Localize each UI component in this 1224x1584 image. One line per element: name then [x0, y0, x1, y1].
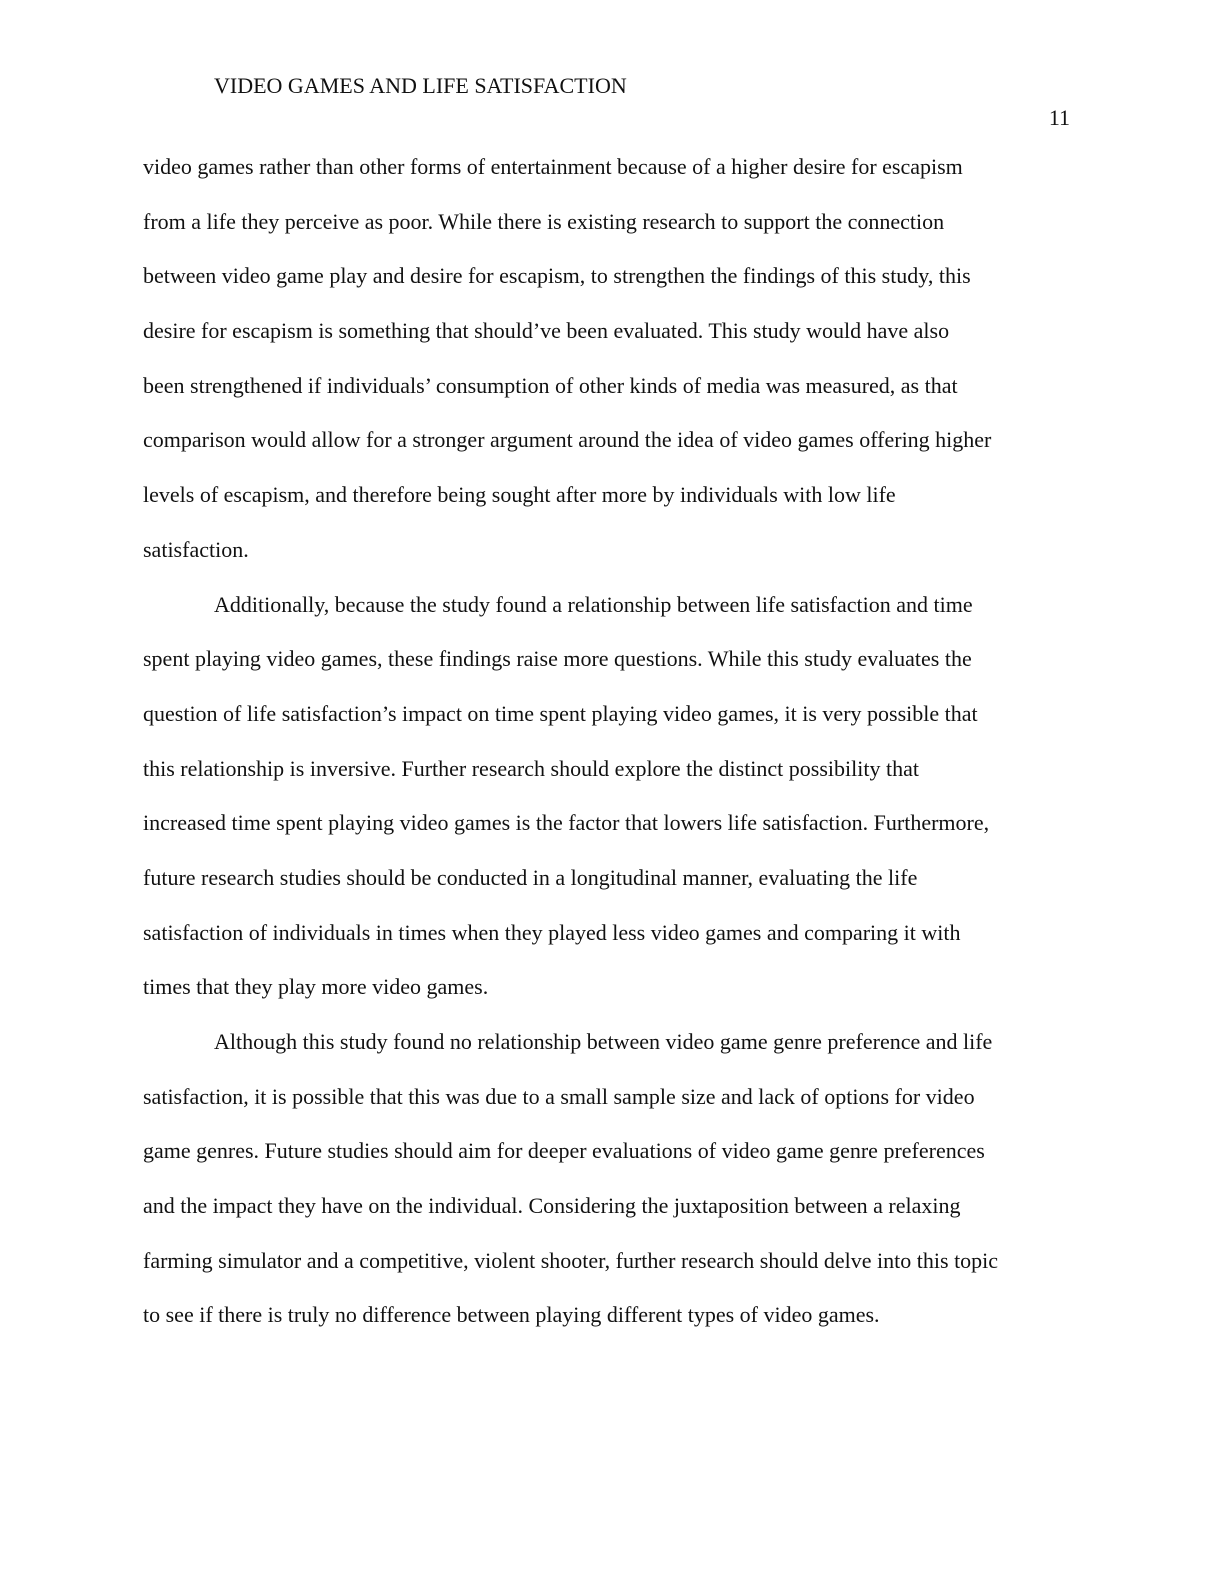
text-line: and the impact they have on the individual. Considering the juxtaposition between a relaxing	[143, 1193, 961, 1219]
text-line: increased time spent playing video games is the factor that lowers life satisfaction. Furthermore,	[143, 810, 990, 836]
text-line: future research studies should be conducted in a longitudinal manner, evaluating the life	[143, 864, 918, 890]
text-line: satisfaction, it is possible that this was due to a small sample size and lack of options for video	[143, 1083, 975, 1109]
text-line: this relationship is inversive. Further research should explore the distinct possibility that	[143, 755, 919, 781]
text-line: between video game play and desire for escapism, to strengthen the findings of this study, this	[143, 263, 971, 289]
text-line: game genres. Future studies should aim for deeper evaluations of video game genre preferences	[143, 1138, 985, 1164]
text-line: desire for escapism is something that should’ve been evaluated. This study would have also	[143, 318, 950, 344]
text-line: video games rather than other forms of entertainment because of a higher desire for escapism	[143, 154, 963, 179]
text-line: satisfaction of individuals in times when they played less video games and comparing it with	[143, 919, 961, 945]
text-line: satisfaction.	[143, 536, 249, 562]
text-line: question of life satisfaction’s impact on time spent playing video games, it is very possible that	[143, 700, 978, 726]
text-line: spent playing video games, these findings raise more questions. While this study evaluates the	[143, 646, 972, 672]
text-line: times that they play more video games.	[143, 974, 489, 1000]
body-text	[143, 140, 1078, 1343]
paragraph-first-line: Additionally, because the study found a relationship between life satisfaction and time	[214, 591, 973, 617]
text-line: to see if there is truly no difference between playing different types of video games.	[143, 1302, 880, 1328]
text-line: comparison would allow for a stronger argument around the idea of video games offering higher	[143, 427, 992, 453]
text-line: been strengthened if individuals’ consumption of other kinds of media was measured, as that	[143, 372, 958, 398]
text-line: farming simulator and a competitive, violent shooter, further research should delve into this topic	[143, 1247, 999, 1273]
page-number: 11	[1048, 105, 1070, 130]
text-line: from a life they perceive as poor. While there is existing research to support the connection	[143, 208, 945, 234]
paragraph-first-line: Although this study found no relationship between video game genre preference and life	[214, 1029, 993, 1054]
text-line: levels of escapism, and therefore being sought after more by individuals with low life	[143, 482, 896, 508]
running-head: VIDEO GAMES AND LIFE SATISFACTION	[214, 73, 627, 98]
